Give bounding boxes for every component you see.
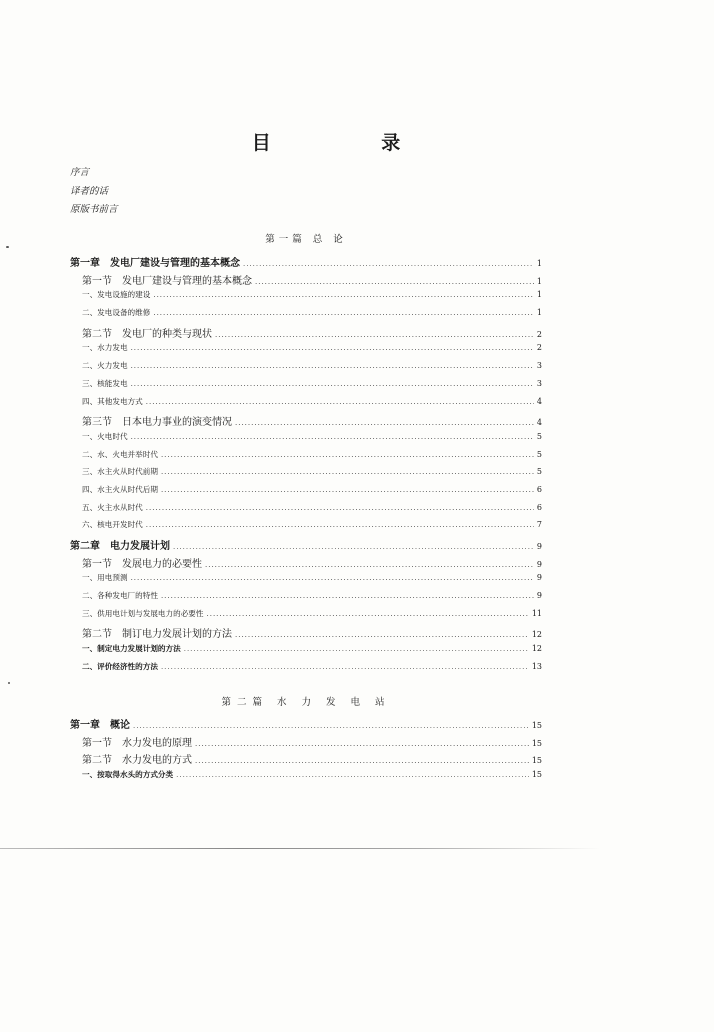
toc-page-number: 2 <box>536 329 542 339</box>
preface-item: 原版书前言 <box>70 204 118 215</box>
toc-entry-label: 一、按取得水头的方式分类 <box>82 770 174 780</box>
toc-leader-dots <box>146 398 534 406</box>
scan-divider <box>0 848 600 849</box>
toc-leader-dots <box>161 592 534 600</box>
toc-entry-label: 六、核电开发时代 <box>82 520 143 530</box>
toc-page-number: 12 <box>531 630 542 640</box>
toc-entry-label: 二、发电设备的维修 <box>82 308 151 318</box>
toc-page-number: 15 <box>531 770 542 780</box>
toc-entry-label: 第一节 发电厂建设与管理的基本概念 <box>82 275 252 287</box>
toc-page-number: 1 <box>536 308 542 318</box>
toc-subsection-row <box>70 360 542 378</box>
toc-entry-label: 一、水力发电 <box>82 343 128 353</box>
toc-leader-dots <box>131 574 534 582</box>
toc-leader-dots <box>131 433 534 441</box>
toc-leader-dots <box>243 260 534 268</box>
toc-leader-dots <box>176 771 529 779</box>
toc-entry-label: 三、水主火从时代前期 <box>82 467 158 477</box>
toc-page-number: 1 <box>536 290 542 300</box>
toc-page-number: 7 <box>536 520 542 530</box>
toc-entry-label: 三、核能发电 <box>82 378 128 388</box>
toc-leader-dots <box>153 309 534 317</box>
page-title: 目 录 <box>251 132 453 154</box>
part-heading: 第一篇 总 论 <box>265 234 347 245</box>
toc-page-number: 2 <box>536 343 542 353</box>
toc-entry-label: 二、火力发电 <box>82 361 128 371</box>
preface-item: 译者的话 <box>70 185 109 197</box>
toc-leader-dots <box>235 631 529 639</box>
toc-entry-label: 第一章 概论 <box>70 720 130 731</box>
toc-page-number: 9 <box>536 591 542 601</box>
toc-entry-label: 一、发电设施的建设 <box>82 290 151 300</box>
toc-section-row <box>70 625 542 643</box>
scan-speck <box>6 246 9 248</box>
toc-subsection-row <box>70 608 542 626</box>
toc-chapter-row <box>70 254 542 272</box>
toc-entry-label: 一、用电预测 <box>82 573 128 583</box>
toc-entry-label: 第一章 发电厂建设与管理的基本概念 <box>70 258 240 269</box>
toc-chapter-row <box>70 716 542 734</box>
toc-section-row <box>70 751 542 769</box>
toc-entry-label: 四、其他发电方式 <box>82 396 143 406</box>
toc-subsection-row <box>70 449 542 467</box>
scan-speck <box>8 682 10 684</box>
toc-chapter-row <box>70 537 542 555</box>
toc-section-row <box>70 413 542 431</box>
toc-entry-label: 一、制定电力发展计划的方法 <box>82 644 181 654</box>
toc-leader-dots <box>184 645 529 653</box>
toc-page-number: 15 <box>531 738 542 748</box>
toc-section-row <box>70 272 542 290</box>
toc-entry-label: 第一节 水力发电的原理 <box>82 737 192 749</box>
toc-page-number: 1 <box>536 276 542 286</box>
toc-leader-dots <box>235 419 534 427</box>
toc-page-number: 15 <box>531 721 542 730</box>
toc-page-number: 4 <box>536 418 542 428</box>
toc-leader-dots <box>131 362 534 370</box>
toc-part-2 <box>70 716 542 787</box>
toc-leader-dots <box>205 561 534 569</box>
toc-subsection-row <box>70 502 542 520</box>
toc-subsection-row <box>70 769 542 787</box>
toc-entry-label: 二、水、火电并举时代 <box>82 449 158 459</box>
toc-leader-dots <box>215 331 534 339</box>
toc-page-number: 13 <box>531 661 542 671</box>
toc-entry-label: 一、火电时代 <box>82 431 128 441</box>
toc-entry-label: 二、各种发电厂的特性 <box>82 591 158 601</box>
toc-entry-label: 三、供用电计划与发展电力的必要性 <box>82 608 204 618</box>
toc-section-row <box>70 555 542 573</box>
part-heading: 第二篇 水 力 发 电 站 <box>221 697 391 708</box>
toc-subsection-row <box>70 484 542 502</box>
toc-leader-dots <box>146 504 534 512</box>
toc-section-row <box>70 325 542 343</box>
toc-subsection-row <box>70 289 542 307</box>
toc-subsection-row <box>70 519 542 537</box>
toc-leader-dots <box>195 740 529 748</box>
toc-page-number: 6 <box>536 502 542 512</box>
toc-leader-dots <box>207 610 529 618</box>
toc-entry-label: 第二章 电力发展计划 <box>70 541 170 552</box>
toc-entry-label: 第一节 发展电力的必要性 <box>82 558 202 570</box>
toc-page-number: 1 <box>536 259 542 268</box>
toc-part-1 <box>70 254 542 679</box>
toc-leader-dots <box>153 291 534 299</box>
toc-leader-dots <box>161 663 529 671</box>
toc-leader-dots <box>173 543 534 551</box>
toc-entry-label: 第二节 制订电力发展计划的方法 <box>82 629 232 641</box>
toc-leader-dots <box>195 757 529 765</box>
preface-list <box>70 164 118 220</box>
toc-subsection-row <box>70 643 542 661</box>
toc-leader-dots <box>161 486 534 494</box>
toc-leader-dots <box>255 278 534 286</box>
preface-item: 序言 <box>70 167 90 178</box>
toc-subsection-row <box>70 307 542 325</box>
toc-page-number: 15 <box>531 756 542 766</box>
toc-page-number: 9 <box>536 542 542 551</box>
toc-subsection-row <box>70 396 542 414</box>
toc-page-number: 3 <box>536 361 542 371</box>
toc-subsection-row <box>70 590 542 608</box>
toc-subsection-row <box>70 466 542 484</box>
toc-page-number: 12 <box>531 644 542 654</box>
toc-page-number: 5 <box>536 467 542 477</box>
toc-subsection-row <box>70 342 542 360</box>
toc-page-number: 3 <box>536 378 542 388</box>
toc-subsection-row <box>70 572 542 590</box>
toc-entry-label: 五、火主水从时代 <box>82 502 143 512</box>
toc-page-number: 11 <box>531 608 542 618</box>
toc-subsection-row <box>70 378 542 396</box>
toc-page-number: 9 <box>536 573 542 583</box>
toc-page-number: 9 <box>536 559 542 569</box>
toc-leader-dots <box>161 451 534 459</box>
toc-subsection-row <box>70 431 542 449</box>
toc-page-number: 5 <box>536 431 542 441</box>
toc-leader-dots <box>161 468 534 476</box>
toc-section-row <box>70 734 542 752</box>
toc-entry-label: 第二节 水力发电的方式 <box>82 755 192 767</box>
toc-entry-label: 第二节 发电厂的种类与现状 <box>82 328 212 340</box>
toc-entry-label: 四、水主火从时代后期 <box>82 484 158 494</box>
toc-page-number: 5 <box>536 449 542 459</box>
toc-page-number: 6 <box>536 484 542 494</box>
toc-entry-label: 第三节 日本电力事业的演变情况 <box>82 417 232 429</box>
toc-leader-dots <box>133 722 529 730</box>
toc-leader-dots <box>146 521 534 529</box>
toc-leader-dots <box>131 344 534 352</box>
toc-entry-label: 二、评价经济性的方法 <box>82 661 158 671</box>
toc-page-number: 4 <box>536 396 542 406</box>
toc-subsection-row <box>70 661 542 679</box>
toc-leader-dots <box>131 380 534 388</box>
